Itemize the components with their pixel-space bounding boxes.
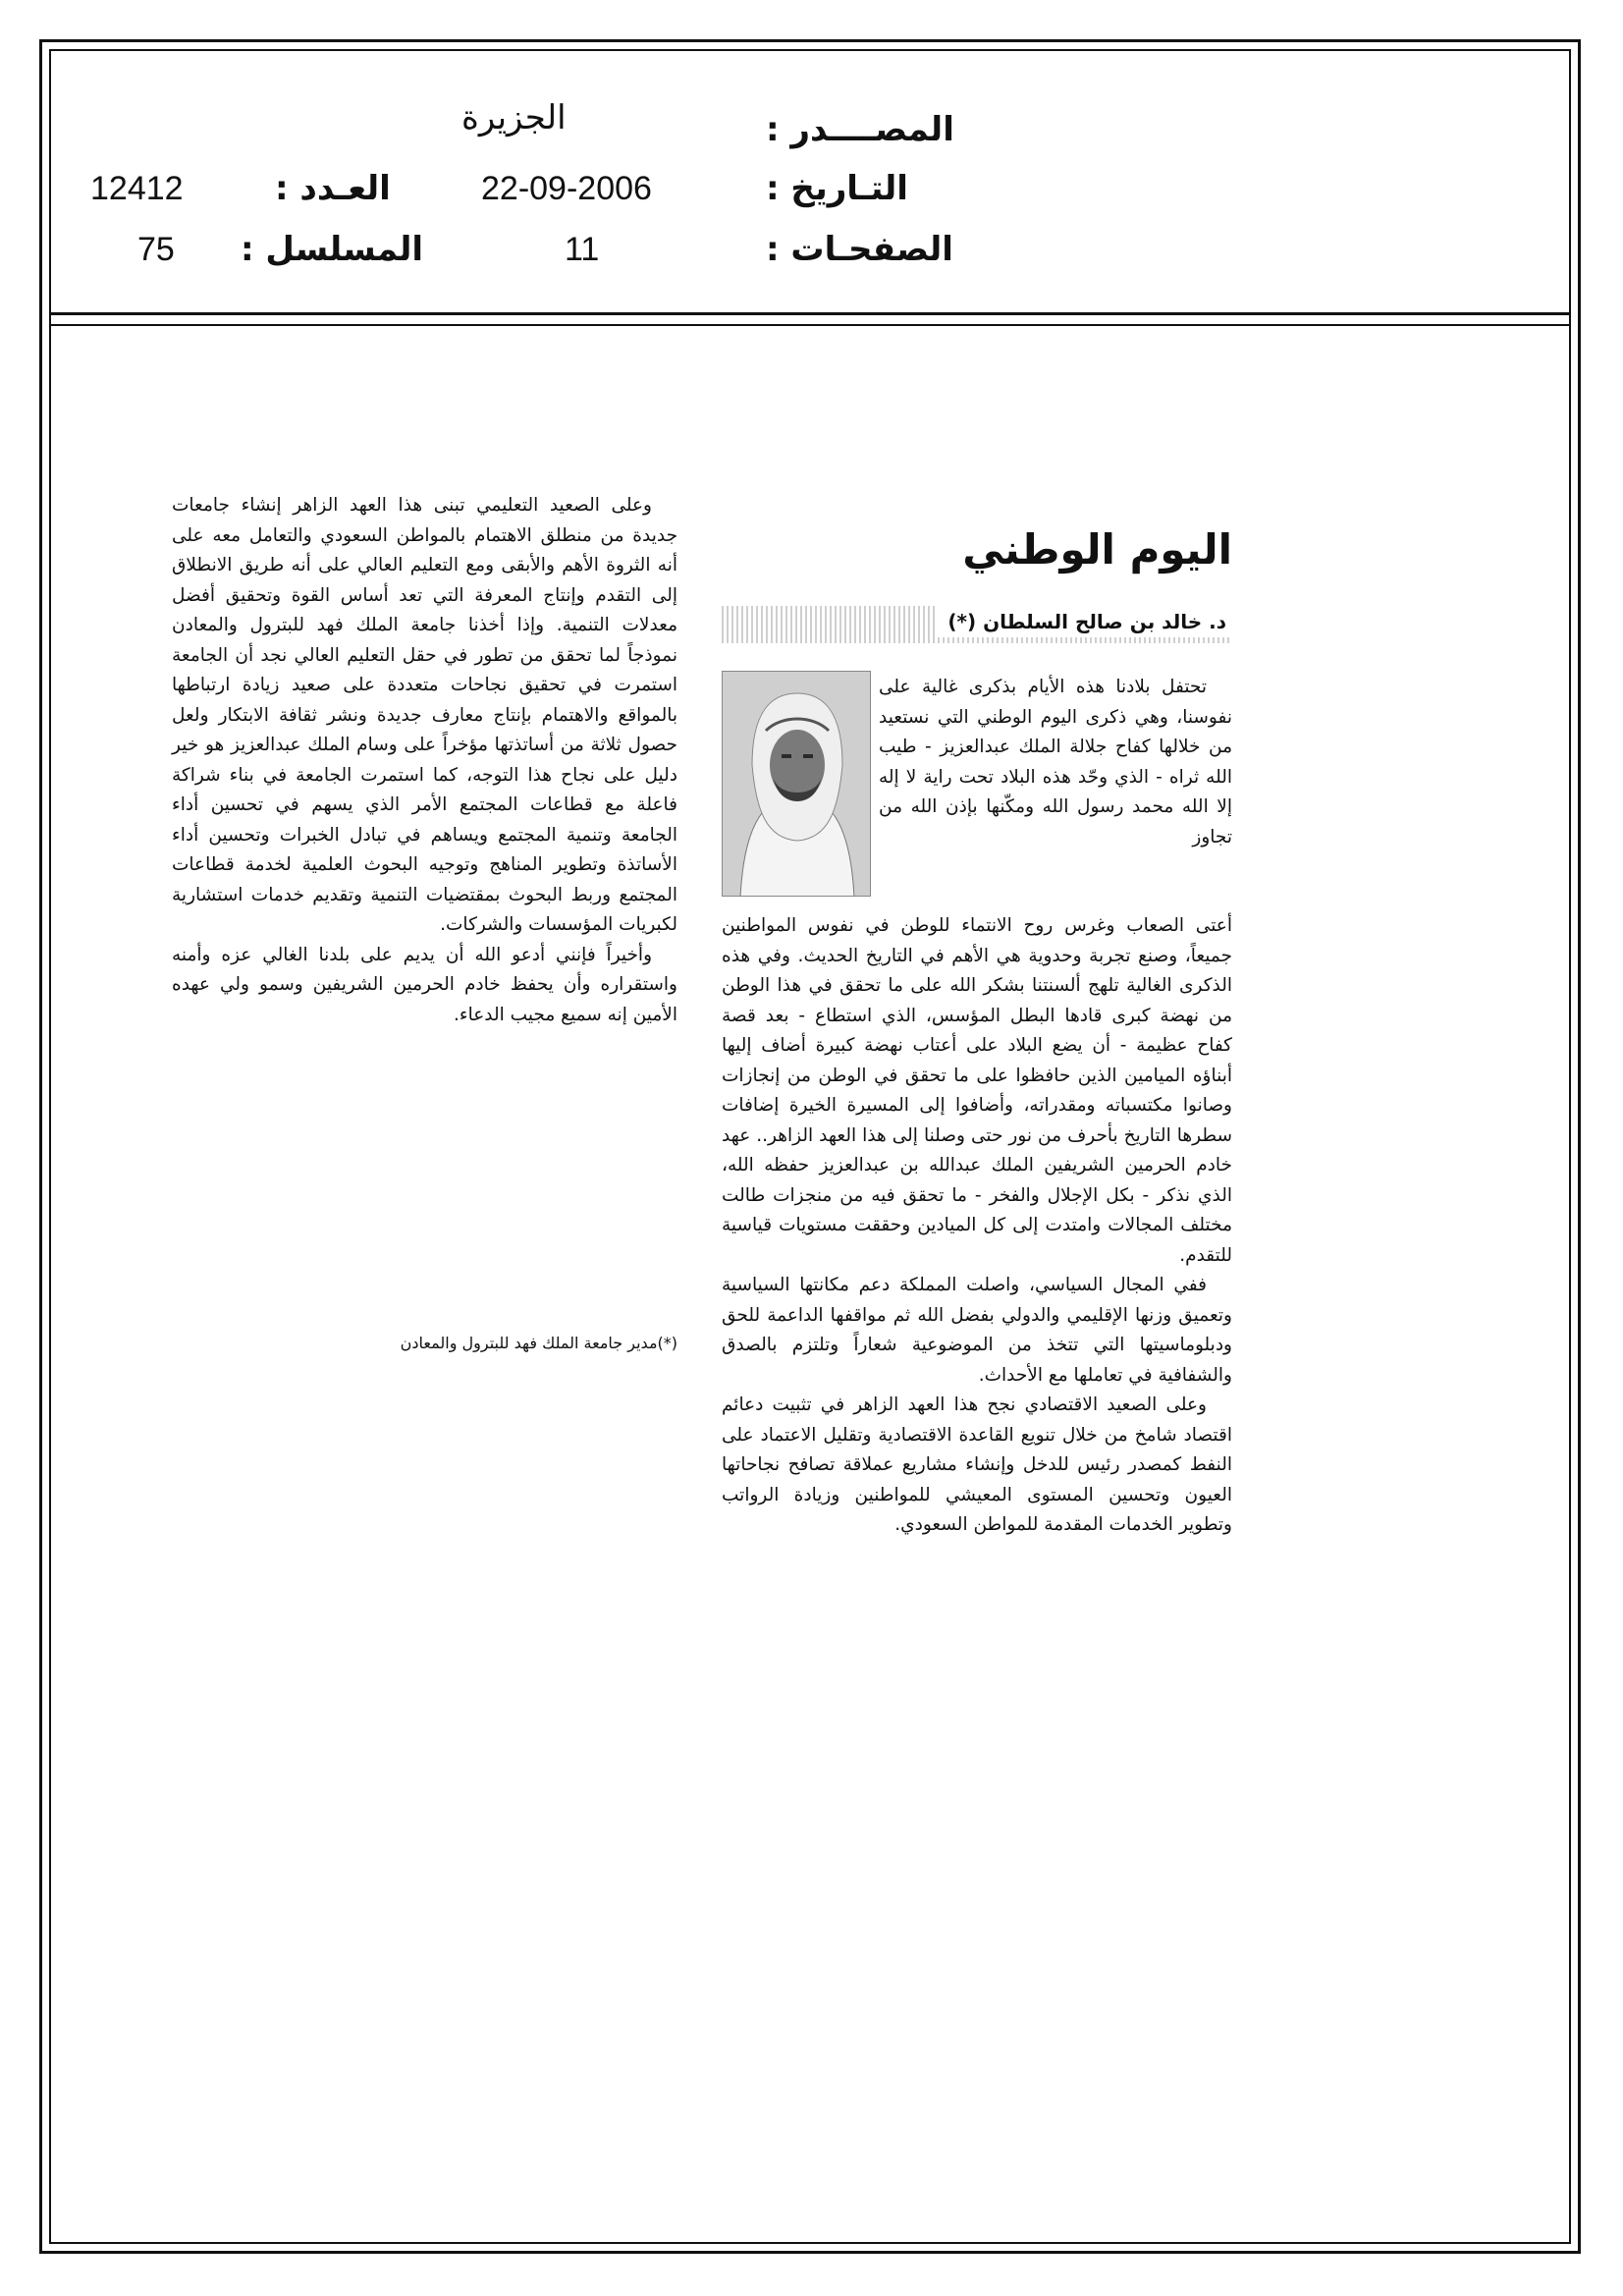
paragraph-closing: وأخيراً فإنني أدعو الله أن يديم على بلدنا الغالي عزه وأمنه واستقراره وأن يحفظ خادم الحرمين الشريفين وسمو ولي عهده الأمين إنه سميع مجيب الدعاء.: [172, 944, 677, 1025]
source-label: المصــــدر :: [766, 110, 954, 149]
paragraph-history: أعتى الصعاب وغرس روح الانتماء للوطن في نفوس المواطنين جميعاً، وصنع تجربة وحدوية هي الأهم في التاريخ الحديث. وفي هذه الذكرى الغالية تلهج ألسنتنا بشكر الله على ما تحقق في هذا الوطن من نهضة كبرى قادها البطل المؤسس، الذي استطاع - بعد قصة كفاح عظيمة - أن يضع البلاد على أعتاب نهضة كبيرة أضاف إليها أبناؤه الميامين الذين حافظوا على ما تحقق في الوطن من إنجازات وصانوا مكتسباته ومقدراته، وأضافوا إلى المسيرة الخيرة إضافات سطرها التاريخ بأحرف من نور حتى وصلنا إلى هذا العهد الزاهر.. عهد خادم الحرمين الشريفين الملك عبدالله بن عبدالعزيز حفظه الله، الذي نذكر - بكل الإجلال والفخر - ما تحقق فيه من منجزات طالت مختلف المجالات وامتدت إلى كل الميادين وحققت مستويات قياسية للتقدم.: [722, 915, 1232, 1266]
pages-label: الصفحـات :: [766, 230, 953, 269]
date-value: 22-09-2006: [481, 170, 652, 207]
author-footnote: (*)مدير جامعة الملك فهد للبترول والمعادن: [400, 1334, 677, 1352]
article-right-column: [722, 525, 1232, 1900]
serial-value: 75: [137, 231, 175, 268]
date-label: التـاريخ :: [766, 169, 908, 208]
author-byline: د. خالد بن صالح السلطان (*): [938, 606, 1232, 637]
paragraph-politics: ففي المجال السياسي، واصلت المملكة دعم مكانتها السياسية وتعميق وزنها الإقليمي والدولي بفضل الله ثم مواقفها الداعمة للحق ودبلوماسيتها التي تتخذ من الموضوعية شعاراً وتلتزم بالصدق والشفافية في تعاملها مع الأحداث.: [722, 1275, 1232, 1386]
serial-label: المسلسل :: [241, 230, 424, 269]
section-title: اليوم الوطني: [962, 525, 1232, 574]
article-left-column: [172, 491, 677, 1030]
source-value: الجزيرة: [461, 99, 567, 137]
pages-value: 11: [565, 231, 600, 268]
issue-value: 12412: [90, 170, 184, 207]
paragraph-education: وعلى الصعيد التعليمي تبنى هذا العهد الزاهر إنشاء جامعات جديدة من منطلق الاهتمام بالمواطن السعودي والتعامل معه على أنه الثروة الأهم والأبقى ومع التعليم العالي على أنه طريق الانطلاق إلى التقدم وإنتاج المعرفة التي تعد أساس القوة وتحقيق أفضل معدلات التنمية. وإذا أخذنا جامعة الملك فهد للبترول والمعادن نموذجاً لما تحقق من تطور في حقل التعليم العالي نجد أن الجامعة استمرت في تحقيق نجاحات متعددة على صعيد زيادة ارتباطها بالمواقع والاهتمام بإنتاج معارف جديدة ونشر ثقافة الابتكار ولعل حصول ثلاثة من أساتذتها مؤخراً على وسام الملك عبدالعزيز هو خير دليل على نجاح هذا التوجه، كما استمرت الجامعة في بناء شراكة فاعلة مع قطاعات المجتمع الأمر الذي يسهم في تحسين أداء الجامعة وتنمية المجتمع ويساهم في تبادل الخبرات وتحسين أداء الأساتذة وتطوير المناهج وتوجيه البحوث العلمية لخدمة قطاعات المجتمع وربط البحوث بمقتضيات التنمية وتقديم خدمات استشارية لكبريات المؤسسات والشركات.: [172, 495, 677, 935]
author-photo: [722, 671, 871, 897]
header-divider: [49, 312, 1571, 315]
header-divider-thin: [49, 324, 1571, 326]
paragraph-intro: تحتفل بلادنا هذه الأيام بذكرى غالية على نفوسنا، وهي ذكرى اليوم الوطني التي نستعيد من خلالها كفاح جلالة الملك عبدالعزيز - طيب الله ثراه - الذي وحّد هذه البلاد تحت راية لا إله إلا الله محمد رسول الله ومكّنها بإذن الله من تجاوز: [879, 677, 1232, 847]
article-body: [722, 911, 1232, 1541]
paragraph-economy: وعلى الصعيد الاقتصادي نجح هذا العهد الزاهر في تثبيت دعائم اقتصاد شامخ من خلال تنويع القاعدة الاقتصادية وتقليل الاعتماد على النفط كمصدر رئيس للدخل وإنشاء مشاريع عملاقة تصافح نجاحاتها العيون وتحسين المستوى المعيشي للمواطنين وزيادة الرواتب وتطوير الخدمات المقدمة للمواطن السعودي.: [722, 1394, 1232, 1535]
article-intro: [879, 673, 1232, 852]
issue-label: العـدد :: [275, 169, 391, 208]
